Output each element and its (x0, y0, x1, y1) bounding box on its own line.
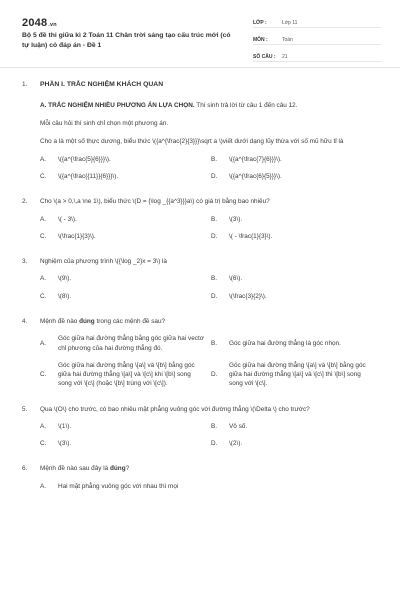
question-1 (22, 80, 382, 189)
question-stem: Qua \(O\) cho trước, có bao nhiêu mặt phẳng vuông góc với đường thẳng \(\Delta \) cho trước? (40, 405, 310, 413)
option-c[interactable] (40, 292, 211, 301)
stem-emphasis: đúng (79, 317, 95, 325)
options-grid (40, 274, 382, 309)
option-a[interactable] (40, 215, 211, 224)
option-b[interactable] (211, 155, 382, 164)
option-c[interactable] (40, 172, 211, 181)
option-letter: C. (40, 440, 47, 448)
stem-text: trong các mệnh đề sau? (94, 317, 166, 325)
option-a[interactable] (40, 274, 211, 283)
question-body (40, 80, 382, 189)
option-d[interactable] (211, 361, 382, 389)
question-6 (22, 464, 382, 499)
meta-label: MÔN : (253, 36, 268, 43)
option-text: \(9\). (58, 275, 72, 283)
option-d[interactable] (211, 232, 382, 241)
option-letter: B. (211, 275, 218, 283)
question-number: 4. (22, 317, 28, 325)
meta-row-class (253, 15, 381, 28)
options-grid (40, 422, 382, 457)
stem-text: Mệnh đề nào (40, 317, 80, 325)
option-letter: D. (211, 292, 218, 300)
question-body (40, 197, 382, 249)
question-stem (40, 464, 382, 473)
option-text: \(2\). (229, 440, 243, 448)
option-b[interactable] (211, 215, 382, 224)
option-letter: C. (40, 172, 47, 180)
question-number: 5. (22, 405, 28, 413)
meta-value: Toán (282, 36, 293, 43)
question-4 (22, 317, 382, 397)
option-letter: B. (211, 215, 218, 223)
option-letter: B. (211, 339, 218, 347)
option-letter: A. (40, 215, 47, 223)
option-letter: A. (40, 275, 47, 283)
question-stem: Cho \(a > 0,\,a \ne 1\), biểu thức \(D = {\log _{{a^3}}}a\) có giá trị bằng bao nhiêu? (40, 198, 270, 206)
question-number: 3. (22, 258, 28, 266)
option-letter: C. (40, 371, 47, 379)
option-text: Góc giữa hai đường thẳng \[a\] và \[b\] bằng góc giữa hai đường thẳng \[a\] và \[c\] khi \[b\] song song với \[c\] (hoặc \[b\] trùng với \[c\]). (58, 361, 195, 388)
option-d[interactable] (211, 292, 382, 301)
question-stem: Nghiệm của phương trình \({\log _2}x = 3\) là (40, 258, 167, 266)
option-letter: D. (211, 440, 218, 448)
option-letter: A. (40, 422, 47, 430)
meta-row-count (253, 49, 381, 62)
instruction-text: Mỗi câu hỏi thí sinh chỉ chọn một phương án. (40, 120, 169, 128)
options-grid (40, 334, 382, 396)
option-text: \({a^{\frac{5}{6}}}\). (58, 155, 111, 163)
option-letter: A. (40, 339, 47, 347)
option-text: \(3\). (58, 440, 72, 448)
question-2 (22, 197, 382, 249)
section-title: PHẦN I. TRẮC NGHIỆM KHÁCH QUAN (40, 81, 164, 88)
question-number: 1. (22, 81, 28, 88)
option-letter: D. (211, 232, 218, 240)
stem-text: ? (125, 465, 130, 473)
option-b[interactable] (211, 422, 382, 431)
question-body (40, 257, 382, 309)
meta-row-subject (253, 32, 381, 45)
option-letter: C. (40, 232, 47, 240)
exam-content (22, 80, 382, 499)
option-d[interactable] (211, 439, 382, 448)
logo-text: 2048 (22, 17, 48, 29)
option-text: \({a^{\frac{{11}}{6}}}\). (58, 172, 119, 180)
meta-label: SỐ CÂU : (253, 53, 276, 60)
question-stem: Cho a là một số thực dương, biểu thức \({a^{\frac{2}{3}}}\sqrt a \)viết dưới dạng lũy thừa với số mũ hữu tỉ là (40, 138, 344, 146)
option-a[interactable] (40, 334, 211, 353)
option-text: Hai mặt phẳng vuông góc với nhau thì mọi (58, 482, 179, 490)
page-header (0, 0, 400, 70)
options-grid (40, 215, 382, 250)
option-a[interactable] (40, 422, 211, 431)
stem-text: Mệnh đề nào sau đây là (40, 465, 110, 473)
option-text: \(6\). (229, 275, 243, 283)
document-title: Bộ 5 đề thi giữa kì 2 Toán 11 Chân trời sáng tạo cấu trúc mới (có tự luận) có đáp án - Đề 1 (22, 32, 231, 50)
options-grid (40, 482, 382, 499)
option-c[interactable] (40, 232, 211, 241)
meta-value: 21 (282, 53, 288, 60)
header-divider (0, 67, 400, 68)
site-logo[interactable] (22, 16, 57, 32)
subtitle-bold: A. TRẮC NGHIỆM NHIỀU PHƯƠNG ÁN LỰA CHỌN. (40, 101, 195, 109)
option-b[interactable] (211, 334, 382, 353)
question-number: 2. (22, 198, 28, 206)
option-text: \( - \frac{1}{3}\). (229, 232, 273, 240)
question-body (40, 464, 382, 499)
question-3 (22, 257, 382, 309)
meta-value: Lớp 11 (282, 19, 298, 26)
option-letter: D. (211, 371, 218, 379)
stem-emphasis: đúng (110, 465, 126, 473)
option-text: \({a^{\frac{6}{5}}}\). (229, 172, 282, 180)
option-c[interactable] (40, 439, 211, 448)
option-letter: A. (40, 482, 47, 490)
option-letter: A. (40, 155, 47, 163)
question-body (40, 317, 382, 397)
question-body (40, 405, 382, 457)
option-text: Vô số. (229, 422, 248, 430)
subtitle-rest: Thí sinh trả lời từ câu 1 đến câu 12. (194, 101, 298, 109)
option-letter: D. (211, 172, 218, 180)
exam-meta (253, 15, 381, 66)
question-5 (22, 405, 382, 457)
question-stem (40, 317, 382, 326)
logo-suffix: .vn (48, 22, 57, 28)
option-text: Góc giữa hai đường thẳng là góc nhọn. (229, 339, 341, 347)
section-subtitle (40, 101, 382, 110)
option-letter: C. (40, 292, 47, 300)
question-number: 6. (22, 465, 28, 473)
option-a[interactable] (40, 482, 211, 491)
option-c[interactable] (40, 361, 211, 389)
option-letter: B. (211, 422, 218, 430)
option-text: \( - 3\). (58, 215, 77, 223)
option-text: \(\frac{1}{3}\). (58, 232, 96, 240)
option-text: \(3\). (229, 215, 243, 223)
option-b[interactable] (211, 274, 382, 283)
option-text: \({a^{\frac{7}{6}}}\). (229, 155, 282, 163)
option-text: \(8\). (58, 292, 72, 300)
option-text: Góc giữa hai đường thẳng \[a\] và \[b\] bằng góc giữa hai đường thẳng \[a\] và \[c\] thì \[b\] song song với \[c\]. (229, 361, 366, 388)
meta-label: LỚP : (253, 19, 267, 26)
option-text: \(\frac{3}{2}\). (229, 292, 267, 300)
options-grid (40, 155, 382, 190)
option-text: \(1\). (58, 422, 72, 430)
option-d[interactable] (211, 172, 382, 181)
option-a[interactable] (40, 155, 211, 164)
option-letter: B. (211, 155, 218, 163)
option-text: Góc giữa hai đường thẳng bằng góc giữa hai vectơ chỉ phương của hai đường thẳng đó. (58, 335, 204, 352)
